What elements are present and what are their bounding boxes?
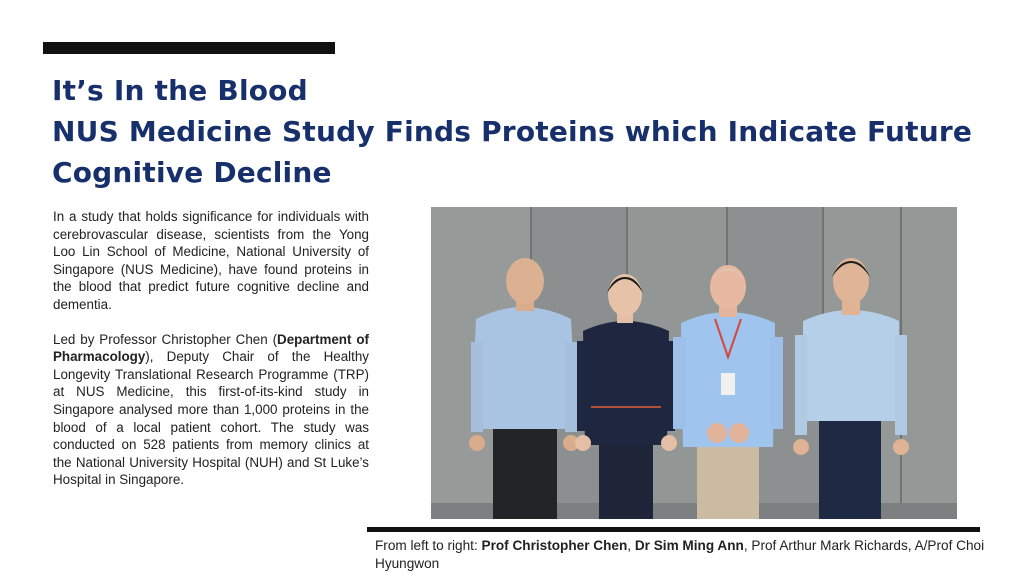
- photo-caption: [375, 537, 990, 572]
- top-accent-bar: [43, 42, 335, 54]
- body-paragraph-2: [53, 331, 369, 489]
- caption-separator-1: ,: [627, 538, 635, 553]
- group-photo-illustration: [431, 207, 957, 519]
- group-photo: [431, 207, 957, 519]
- title-line-2: NUS Medicine Study Finds Proteins which Indicate Future: [52, 115, 973, 148]
- p2-text-start: Led by Professor Christopher Chen (: [53, 331, 278, 347]
- article-title: [52, 70, 992, 193]
- caption-name-2: Dr Sim Ming Ann: [634, 538, 744, 553]
- p2-text-end: ), Deputy Chair of the Healthy Longevity Translational Research Programme (TRP) at NUS Medicine, this first-of-its-kind study in Singapore analysed more than 1,000 proteins in the blood of a local patient cohort. The study was conducted on 528 patients from memory clinics at the National University Hospital (NUH) and St Luke’s Hospital in Singapore.: [53, 349, 369, 488]
- title-line-3: Cognitive Decline: [52, 156, 332, 189]
- caption-prefix: From left to right:: [375, 538, 482, 553]
- department-link-text: Department of Pharmacology: [53, 331, 369, 365]
- title-line-1: It’s In the Blood: [52, 74, 308, 107]
- caption-rest: , Prof Arthur Mark Richards, A/Prof Choi Hyungwon: [375, 538, 985, 571]
- body-paragraph-1: In a study that holds significance for individuals with cerebrovascular disease, scientists from the Yong Loo Lin School of Medicine, National University of Singapore (NUS Medicine), have found proteins in the blood that predict future cognitive decline and dementia.: [53, 209, 369, 312]
- caption-name-1: Prof Christopher Chen: [481, 538, 628, 553]
- caption-rule: [367, 527, 980, 532]
- article-body: [53, 208, 369, 506]
